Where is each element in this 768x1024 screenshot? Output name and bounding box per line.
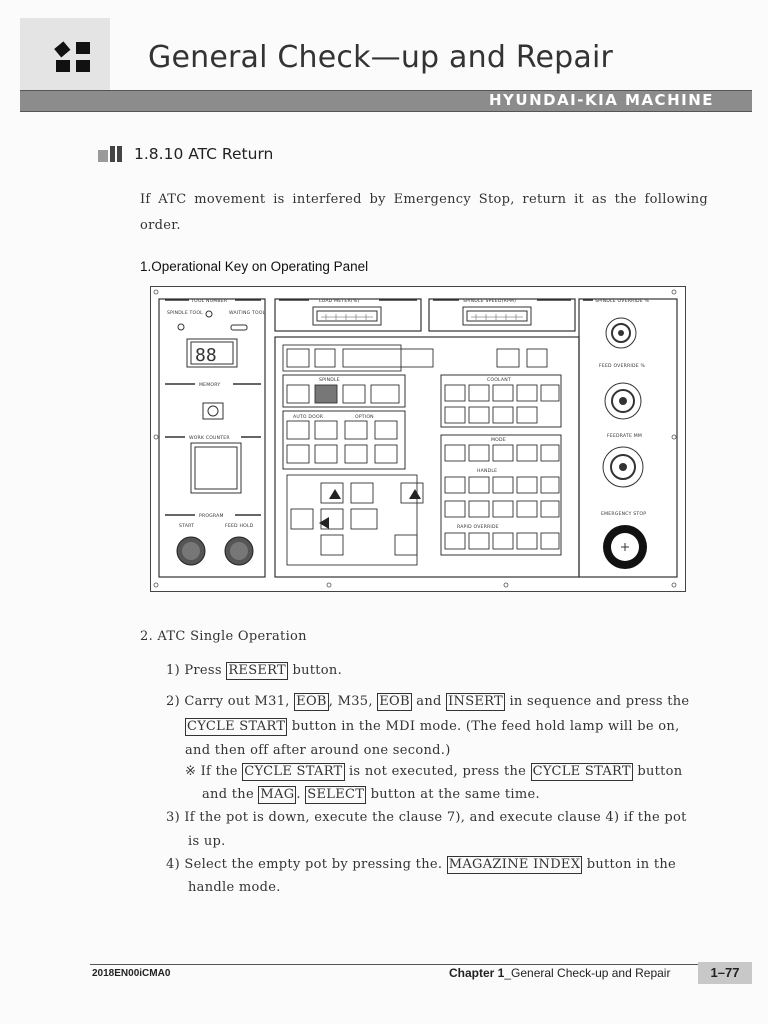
section-bullet-icon [98,146,126,162]
spindle-override-label: SPINDLE OVERRIDE % [595,299,650,304]
emergency-stop-button[interactable] [603,525,647,569]
work-counter-label: WORK COUNTER [189,436,230,441]
spindle-speed-label: SPINDLE SPEED(RPM) [463,299,517,304]
brand-name: HYUNDAI-KIA MACHINE [488,91,714,109]
operating-panel [150,286,686,592]
handle-label: HANDLE [477,469,498,474]
note-cycle-start-key-1: CYCLE START [244,764,343,779]
feed-override-knob[interactable] [605,383,641,419]
tool-number-label: TOOL NUMBER [191,299,228,304]
load-meter-label: LOAD METER(%) [319,299,360,304]
step-2-text-c: and [411,694,447,709]
cycle-start-key: CYCLE START [187,719,286,734]
coolant-label: COOLANT [487,378,511,383]
footer-rule [90,964,752,965]
tool-number-digits: 88 [195,345,217,366]
memory-key-switch[interactable] [203,403,223,419]
auto-door-label: AUTO DOOR [293,415,324,420]
magazine-index-key: MAGAZINE INDEX [448,857,581,872]
note-text-b: is not executed, press the [344,764,531,779]
step-4-line-1 [166,856,676,874]
step-2-line-1 [166,693,689,711]
chapter-name: _General Check-up and Repair [504,966,671,980]
feedrate-label: FEEDRATE MM [607,434,643,439]
feedrate-knob[interactable] [603,447,643,487]
page-title: General Check—up and Repair [148,40,614,75]
waiting-tool-label: WAITING TOOL [229,311,266,316]
select-key: SELECT [307,787,365,802]
cycle-start-button[interactable] [177,537,205,565]
step-2-line-3: and then off after around one second.) [185,743,451,758]
note-text-a: ※ If the [185,764,243,779]
insert-key: INSERT [448,694,504,709]
note-text-f: button at the same time. [366,787,540,802]
intro-paragraph: If ATC movement is interfered by Emergency Stop, return it as the following order. [140,192,708,233]
work-counter-display [191,443,241,493]
eob-key-1: EOB [296,694,327,709]
note-text-d: and the [202,787,259,802]
section-title: 1.8.10 ATC Return [134,145,274,163]
step-3-line-2: is up. [188,834,226,849]
option-label: OPTION [355,415,374,420]
reset-key: RESERT [228,663,287,678]
emergency-stop-label: EMERGENCY STOP [601,512,647,517]
note-line-2 [202,786,540,804]
subsection-heading: 1.Operational Key on Operating Panel [140,259,369,274]
note-line-1 [185,763,682,781]
step-2-line-2 [185,718,680,736]
steps-heading: 2. ATC Single Operation [140,629,307,644]
mag-key: MAG [260,787,295,802]
feed-hold-label: FEED HOLD [225,524,254,529]
memory-label: MEMORY [199,383,221,388]
step-2-text-d: in sequence and press the [505,694,690,709]
step-4-text-a: 4) Select the empty pot by pressing the. [166,857,447,872]
document-code: 2018EN00iCMA0 [92,968,171,979]
note-text-e: . [296,787,306,802]
spindle-label: SPINDLE [319,378,340,383]
feed-hold-button[interactable] [225,537,253,565]
page-number: 1–77 [698,962,752,984]
rapid-override-label: RAPID OVERRIDE [457,525,499,530]
step-4-text-b: button in the [582,857,677,872]
step-2-text-a: 2) Carry out M31, [166,694,295,709]
step-1 [166,662,342,680]
mode-label: MODE [491,438,506,443]
eob-key-2: EOB [379,694,410,709]
logo-box [20,18,110,90]
step-4-line-2: handle mode. [188,880,281,895]
step-1-text-a: 1) Press [166,663,227,678]
spindle-tool-label: SPINDLE TOOL [167,311,203,316]
note-text-c: button [632,764,683,779]
step-2-text-b: , M35, [328,694,378,709]
spindle-override-knob[interactable] [606,318,636,348]
note-cycle-start-key-2: CYCLE START [532,764,631,779]
chapter-number: Chapter 1 [449,966,505,980]
step-2-text-e: button in the MDI mode. (The feed hold lamp will be on, [287,719,680,734]
feed-override-label: FEED OVERRIDE % [599,364,646,369]
operating-panel-drawing [151,287,685,591]
program-label: PROGRAM [199,514,224,519]
start-label: START [179,524,195,529]
step-3-line-1: 3) If the pot is down, execute the clause 7), and execute clause 4) if the pot [166,810,687,825]
chapter-logo-icon [54,38,98,76]
chapter-title [449,966,670,980]
step-1-text-b: button. [288,663,343,678]
